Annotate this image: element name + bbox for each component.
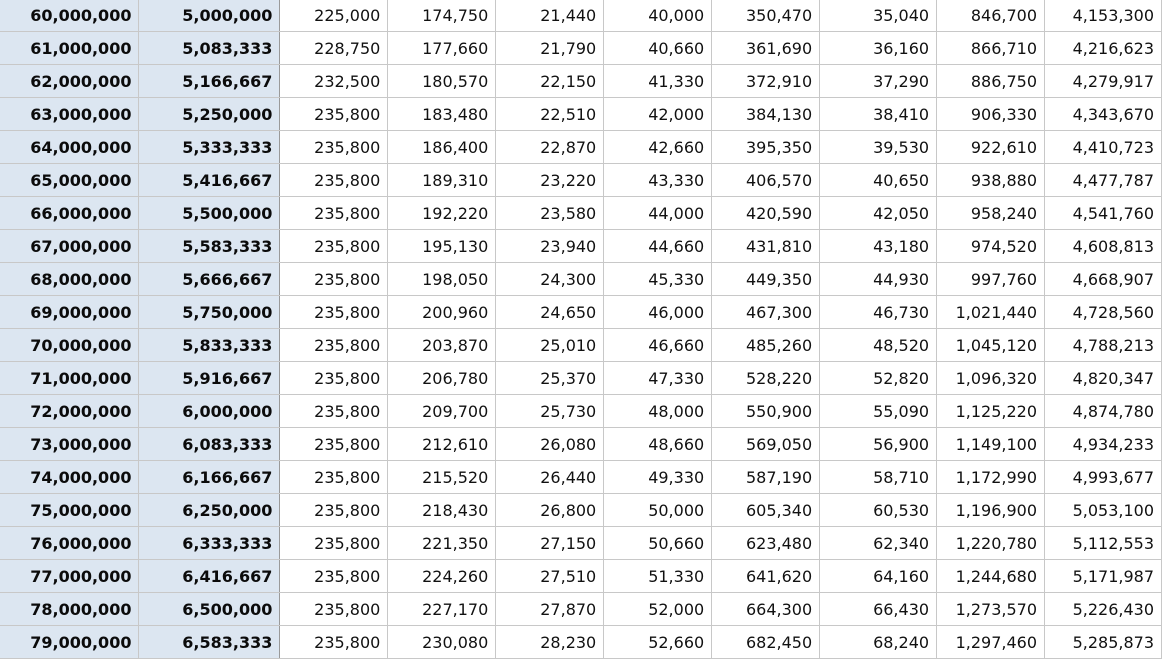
- deduction-d-cell[interactable]: 52,660: [604, 626, 712, 659]
- tax-cell[interactable]: 641,620: [712, 560, 820, 593]
- local-tax-cell[interactable]: 60,530: [820, 494, 937, 527]
- deduction-total-cell[interactable]: 1,021,440: [937, 296, 1045, 329]
- deduction-d-cell[interactable]: 48,000: [604, 395, 712, 428]
- deduction-b-cell[interactable]: 203,870: [388, 329, 496, 362]
- net-total-cell[interactable]: 4,153,300: [1045, 0, 1162, 32]
- net-total-cell[interactable]: 4,874,780: [1045, 395, 1162, 428]
- deduction-c-cell[interactable]: 24,650: [496, 296, 604, 329]
- net-total-cell[interactable]: 5,053,100: [1045, 494, 1162, 527]
- salary-cell[interactable]: 64,000,000: [0, 131, 139, 164]
- deduction-c-cell[interactable]: 21,440: [496, 0, 604, 32]
- table-row: [0, 164, 1162, 197]
- deduction-c-cell[interactable]: 24,300: [496, 263, 604, 296]
- local-tax-cell[interactable]: 43,180: [820, 230, 937, 263]
- tax-cell[interactable]: 664,300: [712, 593, 820, 626]
- local-tax-cell[interactable]: 58,710: [820, 461, 937, 494]
- deduction-b-cell[interactable]: 212,610: [388, 428, 496, 461]
- deduction-a-cell[interactable]: 235,800: [280, 98, 388, 131]
- local-tax-cell[interactable]: 68,240: [820, 626, 937, 659]
- deduction-c-cell[interactable]: 22,150: [496, 65, 604, 98]
- deduction-a-cell[interactable]: 235,800: [280, 164, 388, 197]
- deduction-b-cell[interactable]: 195,130: [388, 230, 496, 263]
- deduction-d-cell[interactable]: 44,000: [604, 197, 712, 230]
- monthly-cell[interactable]: 5,000,000: [139, 0, 280, 32]
- deduction-total-cell[interactable]: 1,172,990: [937, 461, 1045, 494]
- local-tax-cell[interactable]: 55,090: [820, 395, 937, 428]
- monthly-cell[interactable]: 6,250,000: [139, 494, 280, 527]
- deduction-total-cell[interactable]: 1,220,780: [937, 527, 1045, 560]
- tax-cell[interactable]: 587,190: [712, 461, 820, 494]
- local-tax-cell[interactable]: 39,530: [820, 131, 937, 164]
- local-tax-cell[interactable]: 48,520: [820, 329, 937, 362]
- monthly-cell[interactable]: 5,333,333: [139, 131, 280, 164]
- deduction-b-cell[interactable]: 218,430: [388, 494, 496, 527]
- net-total-cell[interactable]: 4,608,813: [1045, 230, 1162, 263]
- deduction-a-cell[interactable]: 225,000: [280, 0, 388, 32]
- tax-cell[interactable]: 682,450: [712, 626, 820, 659]
- deduction-c-cell[interactable]: 26,440: [496, 461, 604, 494]
- deduction-b-cell[interactable]: 227,170: [388, 593, 496, 626]
- monthly-cell[interactable]: 6,000,000: [139, 395, 280, 428]
- salary-cell[interactable]: 77,000,000: [0, 560, 139, 593]
- salary-cell[interactable]: 78,000,000: [0, 593, 139, 626]
- table-row: [0, 461, 1162, 494]
- tax-cell[interactable]: 372,910: [712, 65, 820, 98]
- local-tax-cell[interactable]: 56,900: [820, 428, 937, 461]
- salary-cell[interactable]: 70,000,000: [0, 329, 139, 362]
- deduction-total-cell[interactable]: 922,610: [937, 131, 1045, 164]
- net-total-cell[interactable]: 4,993,677: [1045, 461, 1162, 494]
- salary-cell[interactable]: 74,000,000: [0, 461, 139, 494]
- deduction-a-cell[interactable]: 235,800: [280, 197, 388, 230]
- deduction-a-cell[interactable]: 235,800: [280, 461, 388, 494]
- local-tax-cell[interactable]: 46,730: [820, 296, 937, 329]
- deduction-c-cell[interactable]: 21,790: [496, 32, 604, 65]
- deduction-c-cell[interactable]: 27,510: [496, 560, 604, 593]
- deduction-d-cell[interactable]: 48,660: [604, 428, 712, 461]
- tax-cell[interactable]: 528,220: [712, 362, 820, 395]
- local-tax-cell[interactable]: 66,430: [820, 593, 937, 626]
- salary-cell[interactable]: 67,000,000: [0, 230, 139, 263]
- net-total-cell[interactable]: 4,343,670: [1045, 98, 1162, 131]
- salary-cell[interactable]: 61,000,000: [0, 32, 139, 65]
- deduction-total-cell[interactable]: 886,750: [937, 65, 1045, 98]
- table-row: [0, 65, 1162, 98]
- deduction-b-cell[interactable]: 206,780: [388, 362, 496, 395]
- monthly-cell[interactable]: 5,750,000: [139, 296, 280, 329]
- monthly-cell[interactable]: 5,833,333: [139, 329, 280, 362]
- deduction-c-cell[interactable]: 22,510: [496, 98, 604, 131]
- tax-cell[interactable]: 485,260: [712, 329, 820, 362]
- table-row: [0, 131, 1162, 164]
- deduction-d-cell[interactable]: 43,330: [604, 164, 712, 197]
- local-tax-cell[interactable]: 42,050: [820, 197, 937, 230]
- salary-cell[interactable]: 62,000,000: [0, 65, 139, 98]
- tax-cell[interactable]: 550,900: [712, 395, 820, 428]
- table-row: [0, 98, 1162, 131]
- table-row: [0, 395, 1162, 428]
- deduction-c-cell[interactable]: 23,940: [496, 230, 604, 263]
- deduction-d-cell[interactable]: 52,000: [604, 593, 712, 626]
- deduction-a-cell[interactable]: 235,800: [280, 560, 388, 593]
- tax-cell[interactable]: 406,570: [712, 164, 820, 197]
- local-tax-cell[interactable]: 44,930: [820, 263, 937, 296]
- deduction-b-cell[interactable]: 224,260: [388, 560, 496, 593]
- salary-cell[interactable]: 69,000,000: [0, 296, 139, 329]
- deduction-a-cell[interactable]: 235,800: [280, 131, 388, 164]
- deduction-d-cell[interactable]: 47,330: [604, 362, 712, 395]
- net-total-cell[interactable]: 4,820,347: [1045, 362, 1162, 395]
- deduction-d-cell[interactable]: 46,660: [604, 329, 712, 362]
- local-tax-cell[interactable]: 40,650: [820, 164, 937, 197]
- deduction-total-cell[interactable]: 1,045,120: [937, 329, 1045, 362]
- deduction-c-cell[interactable]: 25,730: [496, 395, 604, 428]
- table-row: [0, 0, 1162, 32]
- deduction-total-cell[interactable]: 1,244,680: [937, 560, 1045, 593]
- local-tax-cell[interactable]: 38,410: [820, 98, 937, 131]
- salary-cell[interactable]: 73,000,000: [0, 428, 139, 461]
- deduction-total-cell[interactable]: 1,297,460: [937, 626, 1045, 659]
- deduction-total-cell[interactable]: 1,273,570: [937, 593, 1045, 626]
- deduction-c-cell[interactable]: 26,080: [496, 428, 604, 461]
- salary-cell[interactable]: 66,000,000: [0, 197, 139, 230]
- monthly-cell[interactable]: 6,166,667: [139, 461, 280, 494]
- local-tax-cell[interactable]: 35,040: [820, 0, 937, 32]
- monthly-cell[interactable]: 5,666,667: [139, 263, 280, 296]
- deduction-total-cell[interactable]: 1,149,100: [937, 428, 1045, 461]
- deduction-d-cell[interactable]: 44,660: [604, 230, 712, 263]
- deduction-a-cell[interactable]: 235,800: [280, 263, 388, 296]
- deduction-b-cell[interactable]: 209,700: [388, 395, 496, 428]
- deduction-a-cell[interactable]: 235,800: [280, 626, 388, 659]
- local-tax-cell[interactable]: 64,160: [820, 560, 937, 593]
- deduction-total-cell[interactable]: 997,760: [937, 263, 1045, 296]
- tax-cell[interactable]: 395,350: [712, 131, 820, 164]
- deduction-c-cell[interactable]: 23,580: [496, 197, 604, 230]
- deduction-a-cell[interactable]: 235,800: [280, 230, 388, 263]
- deduction-a-cell[interactable]: 235,800: [280, 428, 388, 461]
- deduction-total-cell[interactable]: 938,880: [937, 164, 1045, 197]
- deduction-b-cell[interactable]: 221,350: [388, 527, 496, 560]
- table-row: [0, 560, 1162, 593]
- deduction-c-cell[interactable]: 26,800: [496, 494, 604, 527]
- net-total-cell[interactable]: 5,285,873: [1045, 626, 1162, 659]
- deduction-b-cell[interactable]: 198,050: [388, 263, 496, 296]
- tax-cell[interactable]: 384,130: [712, 98, 820, 131]
- monthly-cell[interactable]: 6,083,333: [139, 428, 280, 461]
- salary-cell[interactable]: 68,000,000: [0, 263, 139, 296]
- deduction-b-cell[interactable]: 186,400: [388, 131, 496, 164]
- deduction-d-cell[interactable]: 42,660: [604, 131, 712, 164]
- deduction-d-cell[interactable]: 46,000: [604, 296, 712, 329]
- deduction-d-cell[interactable]: 50,660: [604, 527, 712, 560]
- deduction-a-cell[interactable]: 228,750: [280, 32, 388, 65]
- salary-cell[interactable]: 75,000,000: [0, 494, 139, 527]
- monthly-cell[interactable]: 6,416,667: [139, 560, 280, 593]
- table-row: [0, 626, 1162, 659]
- deduction-d-cell[interactable]: 45,330: [604, 263, 712, 296]
- table-row: [0, 197, 1162, 230]
- monthly-cell[interactable]: 5,083,333: [139, 32, 280, 65]
- deduction-d-cell[interactable]: 41,330: [604, 65, 712, 98]
- net-total-cell[interactable]: 4,477,787: [1045, 164, 1162, 197]
- deduction-b-cell[interactable]: 174,750: [388, 0, 496, 32]
- tax-cell[interactable]: 431,810: [712, 230, 820, 263]
- deduction-d-cell[interactable]: 49,330: [604, 461, 712, 494]
- monthly-cell[interactable]: 5,166,667: [139, 65, 280, 98]
- net-total-cell[interactable]: 5,112,553: [1045, 527, 1162, 560]
- deduction-d-cell[interactable]: 51,330: [604, 560, 712, 593]
- monthly-cell[interactable]: 5,250,000: [139, 98, 280, 131]
- deduction-total-cell[interactable]: 1,096,320: [937, 362, 1045, 395]
- table-row: [0, 263, 1162, 296]
- salary-cell[interactable]: 65,000,000: [0, 164, 139, 197]
- deduction-d-cell[interactable]: 42,000: [604, 98, 712, 131]
- deduction-b-cell[interactable]: 200,960: [388, 296, 496, 329]
- salary-cell[interactable]: 79,000,000: [0, 626, 139, 659]
- deduction-b-cell[interactable]: 230,080: [388, 626, 496, 659]
- deduction-c-cell[interactable]: 27,870: [496, 593, 604, 626]
- table-row: [0, 296, 1162, 329]
- deduction-total-cell[interactable]: 866,710: [937, 32, 1045, 65]
- tax-cell[interactable]: 350,470: [712, 0, 820, 32]
- deduction-d-cell[interactable]: 40,660: [604, 32, 712, 65]
- deduction-c-cell[interactable]: 27,150: [496, 527, 604, 560]
- local-tax-cell[interactable]: 62,340: [820, 527, 937, 560]
- local-tax-cell[interactable]: 52,820: [820, 362, 937, 395]
- net-total-cell[interactable]: 4,216,623: [1045, 32, 1162, 65]
- net-total-cell[interactable]: 4,788,213: [1045, 329, 1162, 362]
- deduction-c-cell[interactable]: 25,010: [496, 329, 604, 362]
- deduction-a-cell[interactable]: 235,800: [280, 296, 388, 329]
- local-tax-cell[interactable]: 37,290: [820, 65, 937, 98]
- table-row: [0, 362, 1162, 395]
- tax-cell[interactable]: 623,480: [712, 527, 820, 560]
- deduction-a-cell[interactable]: 235,800: [280, 329, 388, 362]
- deduction-b-cell[interactable]: 180,570: [388, 65, 496, 98]
- tax-cell[interactable]: 420,590: [712, 197, 820, 230]
- deduction-c-cell[interactable]: 25,370: [496, 362, 604, 395]
- monthly-cell[interactable]: 5,916,667: [139, 362, 280, 395]
- table-row: [0, 329, 1162, 362]
- deduction-total-cell[interactable]: 974,520: [937, 230, 1045, 263]
- deduction-b-cell[interactable]: 189,310: [388, 164, 496, 197]
- tax-cell[interactable]: 605,340: [712, 494, 820, 527]
- table-row: [0, 527, 1162, 560]
- deduction-c-cell[interactable]: 23,220: [496, 164, 604, 197]
- net-total-cell[interactable]: 4,279,917: [1045, 65, 1162, 98]
- monthly-cell[interactable]: 5,416,667: [139, 164, 280, 197]
- deduction-a-cell[interactable]: 235,800: [280, 527, 388, 560]
- deduction-c-cell[interactable]: 28,230: [496, 626, 604, 659]
- local-tax-cell[interactable]: 36,160: [820, 32, 937, 65]
- table-row: [0, 593, 1162, 626]
- monthly-cell[interactable]: 5,583,333: [139, 230, 280, 263]
- deduction-a-cell[interactable]: 235,800: [280, 593, 388, 626]
- monthly-cell[interactable]: 6,500,000: [139, 593, 280, 626]
- net-total-cell[interactable]: 4,410,723: [1045, 131, 1162, 164]
- table-row: [0, 32, 1162, 65]
- salary-cell[interactable]: 72,000,000: [0, 395, 139, 428]
- deduction-total-cell[interactable]: 958,240: [937, 197, 1045, 230]
- deduction-b-cell[interactable]: 215,520: [388, 461, 496, 494]
- salary-cell[interactable]: 76,000,000: [0, 527, 139, 560]
- net-total-cell[interactable]: 4,668,907: [1045, 263, 1162, 296]
- deduction-total-cell[interactable]: 1,196,900: [937, 494, 1045, 527]
- net-total-cell[interactable]: 4,541,760: [1045, 197, 1162, 230]
- net-total-cell[interactable]: 4,728,560: [1045, 296, 1162, 329]
- salary-cell[interactable]: 63,000,000: [0, 98, 139, 131]
- deduction-b-cell[interactable]: 177,660: [388, 32, 496, 65]
- monthly-cell[interactable]: 5,500,000: [139, 197, 280, 230]
- monthly-cell[interactable]: 6,583,333: [139, 626, 280, 659]
- net-total-cell[interactable]: 5,226,430: [1045, 593, 1162, 626]
- net-total-cell[interactable]: 4,934,233: [1045, 428, 1162, 461]
- deduction-total-cell[interactable]: 906,330: [937, 98, 1045, 131]
- deduction-total-cell[interactable]: 1,125,220: [937, 395, 1045, 428]
- table-row: [0, 230, 1162, 263]
- salary-cell[interactable]: 71,000,000: [0, 362, 139, 395]
- deduction-c-cell[interactable]: 22,870: [496, 131, 604, 164]
- deduction-a-cell[interactable]: 235,800: [280, 362, 388, 395]
- monthly-cell[interactable]: 6,333,333: [139, 527, 280, 560]
- tax-cell[interactable]: 361,690: [712, 32, 820, 65]
- deduction-b-cell[interactable]: 183,480: [388, 98, 496, 131]
- deduction-total-cell[interactable]: 846,700: [937, 0, 1045, 32]
- table-row: [0, 494, 1162, 527]
- tax-cell[interactable]: 569,050: [712, 428, 820, 461]
- tax-cell[interactable]: 467,300: [712, 296, 820, 329]
- deduction-a-cell[interactable]: 235,800: [280, 395, 388, 428]
- deduction-a-cell[interactable]: 232,500: [280, 65, 388, 98]
- tax-cell[interactable]: 449,350: [712, 263, 820, 296]
- deduction-a-cell[interactable]: 235,800: [280, 494, 388, 527]
- table-row: [0, 428, 1162, 461]
- deduction-d-cell[interactable]: 50,000: [604, 494, 712, 527]
- salary-cell[interactable]: 60,000,000: [0, 0, 139, 32]
- deduction-d-cell[interactable]: 40,000: [604, 0, 712, 32]
- deduction-b-cell[interactable]: 192,220: [388, 197, 496, 230]
- net-total-cell[interactable]: 5,171,987: [1045, 560, 1162, 593]
